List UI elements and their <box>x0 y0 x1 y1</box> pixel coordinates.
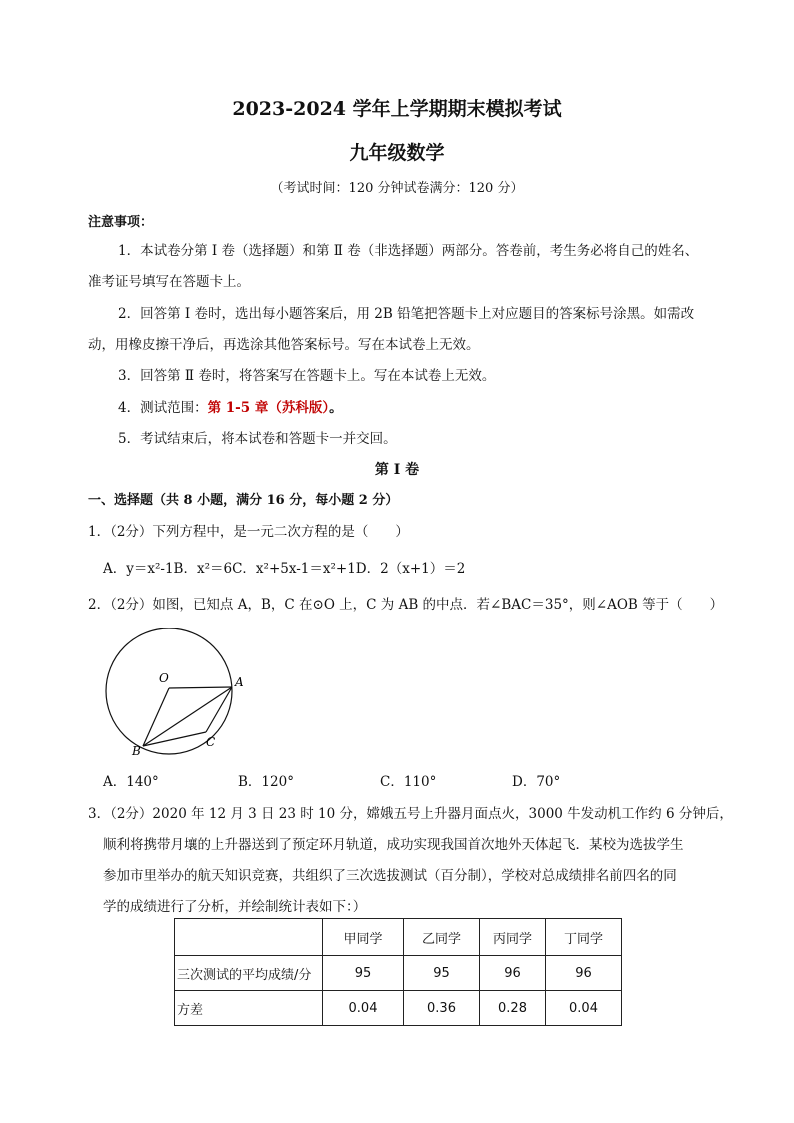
table-header-cell: 丁同学 <box>546 919 622 956</box>
question-3-line-2: 顺利将携带月壤的上升器送到了预定环月轨道，成功实现我国首次地外天体起飞．某校为选拔学生 <box>103 837 684 853</box>
label-b: B <box>132 744 141 758</box>
exam-title: 2023-2024 学年上学期期末模拟考试 <box>232 98 562 120</box>
label-a: A <box>235 675 244 689</box>
question-3-line-3: 参加市里举办的航天知识竞赛，共组织了三次选拔测试（百分制），学校对总成绩排名前四名的同 <box>103 868 677 884</box>
table-cell: 0.04 <box>323 991 404 1026</box>
label-c: C <box>206 735 216 749</box>
question-3-line-1: 3．（2分）2020 年 12 月 3 日 23 时 10 分，嫦娥五号上升器月面点火，3000 牛发动机工作约 6 分钟后， <box>88 806 733 822</box>
section-1-heading: 一、选择题（共 8 小题，满分 16 分，每小题 2 分） <box>88 493 399 508</box>
note-2-line-2: 动，用橡皮擦干净后，再选涂其他答案标号。写在本试卷上无效。 <box>88 337 480 353</box>
exam-info: （考试时间：120 分钟试卷满分：120 分） <box>270 181 524 196</box>
notes-heading: 注意事项： <box>88 215 154 230</box>
note-1-line-2: 准考证号填写在答题卡上。 <box>88 274 250 290</box>
note-5: 5．考试结束后，将本试卷和答题卡一并交回。 <box>118 431 397 447</box>
table-header-cell: 乙同学 <box>404 919 480 956</box>
table-header-cell: 甲同学 <box>323 919 404 956</box>
note-3: 3．回答第 Ⅱ 卷时，将答案写在答题卡上。写在本试卷上无效。 <box>118 368 496 384</box>
table-cell: 0.36 <box>404 991 480 1026</box>
segment-bc <box>143 732 206 746</box>
question-2-option-c: C．110° <box>380 774 437 790</box>
table-cell: 95 <box>404 956 480 991</box>
label-o: O <box>159 671 169 685</box>
note-4-range: 第 1-5 章（苏科版） <box>207 400 330 416</box>
question-2-option-d: D．70° <box>512 774 561 790</box>
table-header-cell: 丙同学 <box>480 919 546 956</box>
table-cell: 三次测试的平均成绩/分 <box>175 956 323 991</box>
score-table <box>174 918 622 1026</box>
part-title: 第 Ⅰ 卷 <box>374 462 420 478</box>
question-2-option-a: A．140° <box>103 774 159 790</box>
question-1-stem: 1．（2分）下列方程中，是一元二次方程的是（ ） <box>88 524 409 540</box>
question-2-stem: 2．（2分）如图，已知点 A，B，C 在⊙O 上，C 为 AB 的中点．若∠BAC＝35°，则∠AOB 等于（ ） <box>88 597 724 613</box>
question-3-line-4: 学的成绩进行了分析，并绘制统计表如下：） <box>103 899 367 915</box>
note-2-line-1: 2．回答第 Ⅰ 卷时，选出每小题答案后，用 2B 铅笔把答题卡上对应题目的答案标号涂黑。如需改 <box>118 306 695 322</box>
note-1-line-1: 1．本试卷分第 Ⅰ 卷（选择题）和第 Ⅱ 卷（非选择题）两部分。答卷前，考生务必将自己的姓名、 <box>118 243 699 259</box>
question-2-option-b: B．120° <box>238 774 294 790</box>
note-4-suffix: 。 <box>329 400 343 416</box>
note-4 <box>118 396 343 416</box>
segment-ac <box>206 687 232 732</box>
table-cell: 95 <box>323 956 404 991</box>
table-cell: 0.28 <box>480 991 546 1026</box>
table-header-row <box>175 919 622 956</box>
table-row <box>175 991 622 1026</box>
table-cell: 方差 <box>175 991 323 1026</box>
table-row <box>175 956 622 991</box>
subject-title: 九年级数学 <box>349 142 445 164</box>
table-cell: 0.04 <box>546 991 622 1026</box>
table-cell: 96 <box>480 956 546 991</box>
note-4-prefix: 4．测试范围： <box>118 400 208 416</box>
table-cell: 96 <box>546 956 622 991</box>
table-header-cell <box>175 919 323 956</box>
circle-figure <box>100 628 250 763</box>
segment-oa <box>169 687 232 688</box>
question-1-options: A．y＝x²-1B．x²＝6C．x²+5x-1＝x²+1D．2（x+1）＝2 <box>103 561 466 577</box>
